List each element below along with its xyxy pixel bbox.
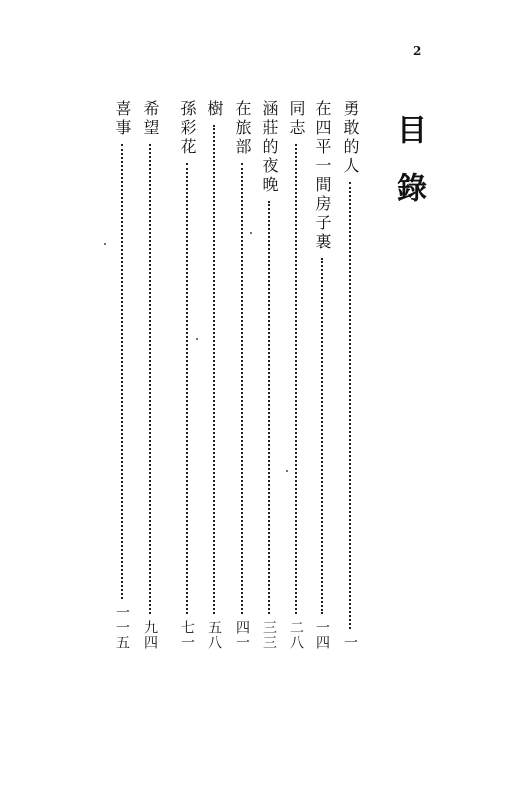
entry-title: 樹: [205, 100, 224, 119]
entry-title: 在四平一間房子裏: [313, 100, 332, 252]
dot-leader: [149, 144, 151, 614]
dot-leader: [241, 163, 243, 614]
entry-title: 勇敢的人: [341, 100, 360, 176]
page-number: 2: [413, 44, 422, 58]
entry-title: 在旅部: [233, 100, 252, 157]
entry-page: 四一: [234, 620, 250, 650]
entry-page: 一四: [314, 620, 330, 650]
toc-entry[interactable]: [338, 100, 362, 650]
dot-leader: [186, 163, 188, 614]
entry-page: 五八: [206, 620, 222, 650]
entry-title: 孫彩花: [178, 100, 197, 157]
dot-leader: [268, 201, 270, 614]
entry-title: 希望: [141, 100, 160, 138]
entry-title: 同志: [287, 100, 306, 138]
entry-page: 三三: [261, 620, 277, 650]
dot-leader: [121, 144, 123, 599]
toc-entry[interactable]: [202, 100, 226, 650]
entry-page: 九四: [142, 620, 158, 650]
entry-page: 七一: [179, 620, 195, 650]
toc-entry[interactable]: [257, 100, 281, 650]
toc-entry[interactable]: [310, 100, 334, 650]
toc-entry[interactable]: [284, 100, 308, 650]
dot-leader: [295, 144, 297, 614]
entry-page: 一: [342, 635, 358, 650]
entry-title: 涵莊的夜晚: [260, 100, 279, 195]
toc-entry[interactable]: [230, 100, 254, 650]
dot-leader: [321, 258, 323, 614]
toc-entry[interactable]: [175, 100, 199, 650]
dot-leader: [213, 125, 215, 614]
dot-leader: [349, 182, 351, 629]
entry-title: 喜事: [113, 100, 132, 138]
toc-entry[interactable]: [110, 100, 134, 650]
entry-page: 一一五: [114, 605, 130, 650]
entry-page: 二八: [288, 620, 304, 650]
toc-entry[interactable]: [138, 100, 162, 650]
toc-title: 目錄: [391, 114, 426, 230]
